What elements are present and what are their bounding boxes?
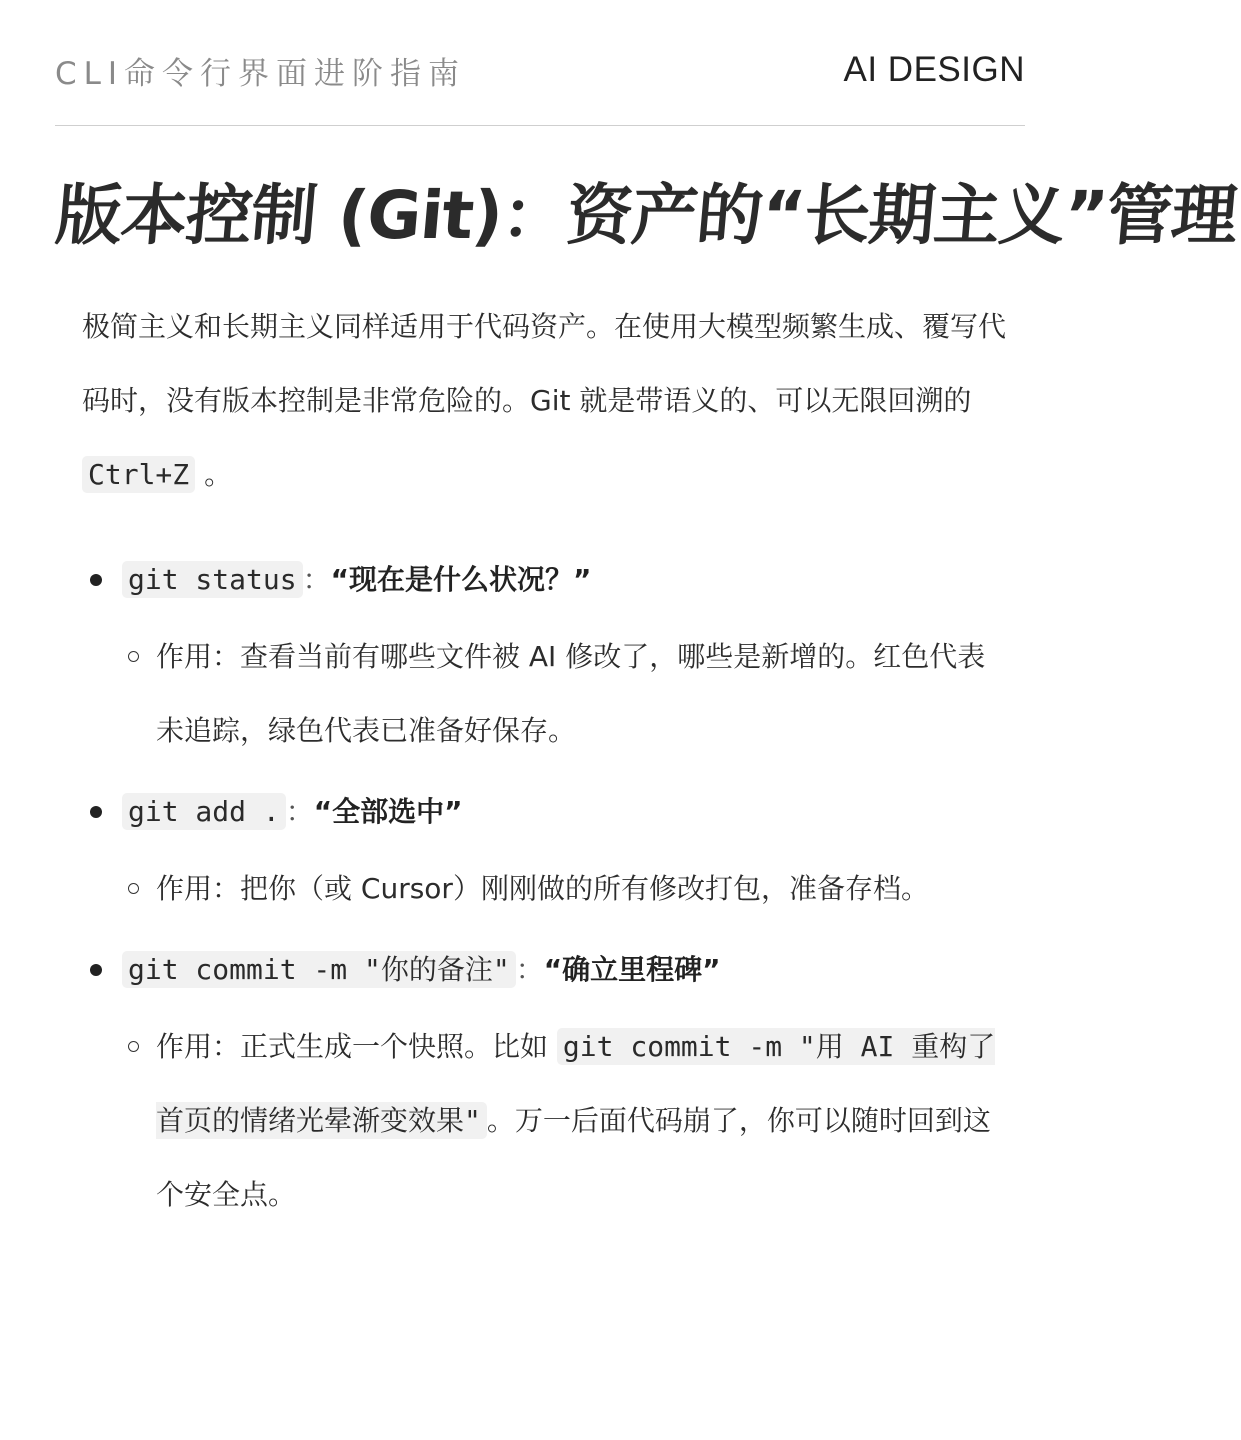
brand-label: AI DESIGN <box>843 50 1025 89</box>
sub-item <box>122 852 1012 926</box>
separator: ： <box>285 795 314 828</box>
sub-item-code: git commit -m "用 AI 重构了首页的情绪光晕渐变效果" <box>156 1030 996 1137</box>
item-head <box>122 932 1012 1008</box>
command-code: git add . <box>122 793 286 830</box>
item-quote: “全部选中” <box>313 795 463 828</box>
intro-end: 。 <box>204 458 233 491</box>
hollow-bullet-icon <box>128 883 139 894</box>
header <box>55 44 1025 96</box>
sub-item-text: 作用：正式生成一个快照。比如 <box>156 1030 549 1063</box>
header-divider <box>55 125 1025 126</box>
sub-item <box>122 1010 1012 1232</box>
item-quote: “现在是什么状况？” <box>330 563 592 596</box>
separator: ： <box>515 953 544 986</box>
list-item-git-commit <box>82 932 1012 1232</box>
intro-text: 极简主义和长期主义同样适用于代码资产。在使用大模型频繁生成、覆写代码时，没有版本控制是非常危险的。Git 就是带语义的、可以无限回溯的 <box>82 310 1007 417</box>
sub-list <box>122 1010 1012 1232</box>
sub-item-text: 作用：把你（或 Cursor）刚刚做的所有修改打包，准备存档。 <box>156 872 929 905</box>
bullet-icon <box>90 964 102 976</box>
page-title: 版本控制 (Git)：资产的“长期主义”管理 <box>52 177 1241 254</box>
command-code: git status <box>122 561 303 598</box>
sub-list <box>122 620 1012 768</box>
list-item-git-add <box>82 774 1012 926</box>
command-list <box>82 542 1012 1232</box>
item-head <box>122 774 1012 850</box>
article-body <box>82 290 1012 1238</box>
intro-code-ctrl-z: Ctrl+Z <box>82 456 195 493</box>
series-title: CLI命令行界面进阶指南 <box>55 55 467 92</box>
bullet-icon <box>90 574 102 586</box>
sub-item-text-after: 。万一后面代码崩了，你可以随时回到这个安全点。 <box>156 1104 991 1211</box>
sub-item <box>122 620 1012 768</box>
item-head <box>122 542 1012 618</box>
command-code: git commit -m "你的备注" <box>122 951 516 988</box>
separator: ： <box>302 563 331 596</box>
item-quote: “确立里程碑” <box>543 953 721 986</box>
sub-list <box>122 852 1012 926</box>
list-item-git-status <box>82 542 1012 768</box>
hollow-bullet-icon <box>128 1041 139 1052</box>
bullet-icon <box>90 806 102 818</box>
hollow-bullet-icon <box>128 651 139 662</box>
intro-paragraph <box>82 290 1012 512</box>
sub-item-text: 作用：查看当前有哪些文件被 AI 修改了，哪些是新增的。红色代表未追踪，绿色代表已准备好保存。 <box>156 640 986 747</box>
